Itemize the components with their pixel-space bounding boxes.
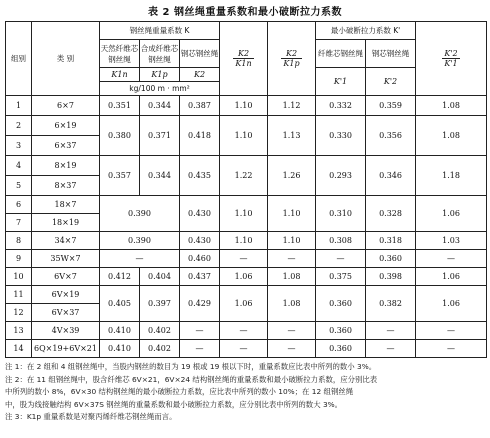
value-cell: 0.402 <box>140 340 180 358</box>
category-cell: 8×37 <box>32 176 100 196</box>
ratio-k2-k1p-header: $\frac{K2}{K1p}$ <box>268 22 316 96</box>
value-cell: 0.405 <box>100 286 140 322</box>
group-cell: 7 <box>6 214 32 232</box>
value-cell: 1.03 <box>416 232 487 250</box>
value-cell: 1.08 <box>268 286 316 322</box>
value-cell: 1.10 <box>220 232 268 250</box>
category-cell: 18×19 <box>32 214 100 232</box>
value-cell: — <box>416 340 487 358</box>
value-cell: 0.360 <box>316 286 366 322</box>
value-cell: 1.08 <box>416 116 487 156</box>
group-cell: 2 <box>6 116 32 136</box>
value-cell: 0.332 <box>316 96 366 116</box>
value-cell: 0.330 <box>316 116 366 156</box>
value-cell: 0.402 <box>140 322 180 340</box>
value-cell: 0.404 <box>140 268 180 286</box>
value-cell: 1.06 <box>416 196 487 232</box>
category-cell: 6Q×19+6V×21 <box>32 340 100 358</box>
value-cell: 0.357 <box>100 156 140 196</box>
table-row <box>6 232 487 250</box>
value-cell: 1.26 <box>268 156 316 196</box>
table-notes <box>5 361 486 436</box>
k1n-symbol: K1n <box>100 68 140 82</box>
value-cell: 0.308 <box>316 232 366 250</box>
value-cell: 1.06 <box>220 286 268 322</box>
group-cell: 1 <box>6 96 32 116</box>
header-row <box>6 22 487 40</box>
category-cell: 18×7 <box>32 196 100 214</box>
value-cell: 0.397 <box>140 286 180 322</box>
value-cell: — <box>416 250 487 268</box>
value-cell: 1.12 <box>268 96 316 116</box>
value-cell: 0.375 <box>316 268 366 286</box>
k1prime-symbol: K'1 <box>316 68 366 96</box>
value-cell: — <box>416 322 487 340</box>
value-cell: 1.13 <box>268 116 316 156</box>
group-cell: 5 <box>6 176 32 196</box>
value-cell: 0.344 <box>140 96 180 116</box>
table-title: 表 2 钢丝绳重量系数和最小破断拉力系数 <box>148 7 342 18</box>
value-cell: — <box>268 340 316 358</box>
category-cell: 8×19 <box>32 156 100 176</box>
value-cell: — <box>180 322 220 340</box>
category-cell: 6V×19 <box>32 286 100 304</box>
value-cell: 0.371 <box>140 116 180 156</box>
k2-symbol: K2 <box>180 68 220 82</box>
value-cell: 0.360 <box>316 340 366 358</box>
group-cell: 8 <box>6 232 32 250</box>
group-cell: 11 <box>6 286 32 304</box>
value-cell: 1.10 <box>220 96 268 116</box>
natural-fiber-core-header: 天然纤维芯钢丝绳 <box>100 40 140 68</box>
category-cell: 6×19 <box>32 116 100 136</box>
value-cell: 0.418 <box>180 116 220 156</box>
value-cell: — <box>220 340 268 358</box>
category-cell: 6V×7 <box>32 268 100 286</box>
group-cell: 3 <box>6 136 32 156</box>
category-cell: 4V×39 <box>32 322 100 340</box>
value-cell: 0.328 <box>366 196 416 232</box>
category-cell: 34×7 <box>32 232 100 250</box>
value-cell: 1.10 <box>268 232 316 250</box>
value-cell: 0.344 <box>140 156 180 196</box>
fiber-core-header: 纤维芯钢丝绳 <box>316 40 366 68</box>
value-cell: 1.10 <box>220 116 268 156</box>
table-row <box>6 96 487 116</box>
category-cell: 6×37 <box>32 136 100 156</box>
category-cell: 35W×7 <box>32 250 100 268</box>
value-cell: 0.351 <box>100 96 140 116</box>
value-cell: 1.08 <box>416 96 487 116</box>
ratio-prime-header: $\frac{K'2}{K'1}$ <box>416 22 487 96</box>
category-header: 类 别 <box>32 22 100 96</box>
unit-label: kg/100 m · mm² <box>100 82 220 96</box>
note-line: 注 2：在 11 组钢丝绳中，股含纤维芯 6V×21，6V×24 结构钢丝绳的重量系数和最小破断拉力系数，应分别比表 <box>5 374 378 384</box>
value-cell: 0.429 <box>180 286 220 322</box>
group-cell: 12 <box>6 304 32 322</box>
synthetic-fiber-core-header: 合成纤维芯钢丝绳 <box>140 40 180 68</box>
note-line: 注 3：K1p 重量系数是对聚丙烯纤维芯钢丝绳而言。 <box>5 412 177 421</box>
value-cell: 0.437 <box>180 268 220 286</box>
value-cell: 0.359 <box>366 96 416 116</box>
value-cell: 0.293 <box>316 156 366 196</box>
category-cell: 6V×37 <box>32 304 100 322</box>
coefficient-table <box>5 21 487 358</box>
group-cell: 14 <box>6 340 32 358</box>
value-cell: 1.08 <box>268 268 316 286</box>
note-line: 注 1：在 2 组和 4 组钢丝绳中，当股内钢丝的数目为 19 根或 19 根以下时，重量系数应比表中所列的数小 3%。 <box>5 362 377 371</box>
group-cell: 10 <box>6 268 32 286</box>
note-line: 中，股为线接触结构 6V×37S 钢丝绳的重量系数和最小破断拉力系数，应分别比表中所列的数大 3%。 <box>5 399 343 409</box>
value-cell: — <box>268 250 316 268</box>
value-cell: 0.412 <box>100 268 140 286</box>
value-cell: — <box>100 250 180 268</box>
group-cell: 9 <box>6 250 32 268</box>
value-cell: 1.18 <box>416 156 487 196</box>
value-cell: 1.06 <box>416 268 487 286</box>
table-row <box>6 268 487 286</box>
value-cell: — <box>220 322 268 340</box>
value-cell: — <box>316 250 366 268</box>
value-cell: — <box>220 250 268 268</box>
group-cell: 13 <box>6 322 32 340</box>
table-row <box>6 250 487 268</box>
table-row <box>6 340 487 358</box>
value-cell: 0.398 <box>366 268 416 286</box>
table-row <box>6 156 487 176</box>
value-cell: 0.410 <box>100 340 140 358</box>
value-cell: 0.387 <box>180 96 220 116</box>
steel-core-header: 钢芯钢丝绳 <box>180 40 220 68</box>
value-cell: — <box>268 322 316 340</box>
table-row <box>6 196 487 214</box>
note-line: 中所列的数小 8%，6V×30 结构钢丝绳的最小破断拉力系数，应比表中所列的数小 10%；在 12 组钢丝绳 <box>5 387 354 396</box>
value-cell: 0.380 <box>100 116 140 156</box>
value-cell: 0.410 <box>100 322 140 340</box>
steel-core2-header: 钢芯钢丝绳 <box>366 40 416 68</box>
value-cell: — <box>366 340 416 358</box>
value-cell: 0.430 <box>180 196 220 232</box>
group-cell: 4 <box>6 156 32 176</box>
value-cell: 1.10 <box>220 196 268 232</box>
category-cell: 6×7 <box>32 96 100 116</box>
value-cell: 0.390 <box>100 196 180 232</box>
value-cell: 0.435 <box>180 156 220 196</box>
value-cell: — <box>366 322 416 340</box>
value-cell: 0.318 <box>366 232 416 250</box>
value-cell: 0.430 <box>180 232 220 250</box>
group-cell: 6 <box>6 196 32 214</box>
value-cell: 1.10 <box>268 196 316 232</box>
value-cell: 0.346 <box>366 156 416 196</box>
value-cell: 0.310 <box>316 196 366 232</box>
k2prime-symbol: K'2 <box>366 68 416 96</box>
value-cell: 0.382 <box>366 286 416 322</box>
group-header: 组别 <box>6 22 32 96</box>
table-row <box>6 286 487 304</box>
weight-coefficient-header: 钢丝绳重量系数 K <box>100 22 220 40</box>
value-cell: 0.356 <box>366 116 416 156</box>
breaking-coefficient-header: 最小破断拉力系数 K' <box>316 22 416 40</box>
value-cell: 1.06 <box>220 268 268 286</box>
k1p-symbol: K1p <box>140 68 180 82</box>
value-cell: — <box>180 340 220 358</box>
table-row <box>6 322 487 340</box>
value-cell: 0.360 <box>366 250 416 268</box>
value-cell: 1.22 <box>220 156 268 196</box>
value-cell: 0.460 <box>180 250 220 268</box>
value-cell: 0.390 <box>100 232 180 250</box>
ratio-k2-k1n-header: $\frac{K2}{K1n}$ <box>220 22 268 96</box>
value-cell: 0.360 <box>316 322 366 340</box>
table-row <box>6 116 487 136</box>
value-cell: 1.06 <box>416 286 487 322</box>
